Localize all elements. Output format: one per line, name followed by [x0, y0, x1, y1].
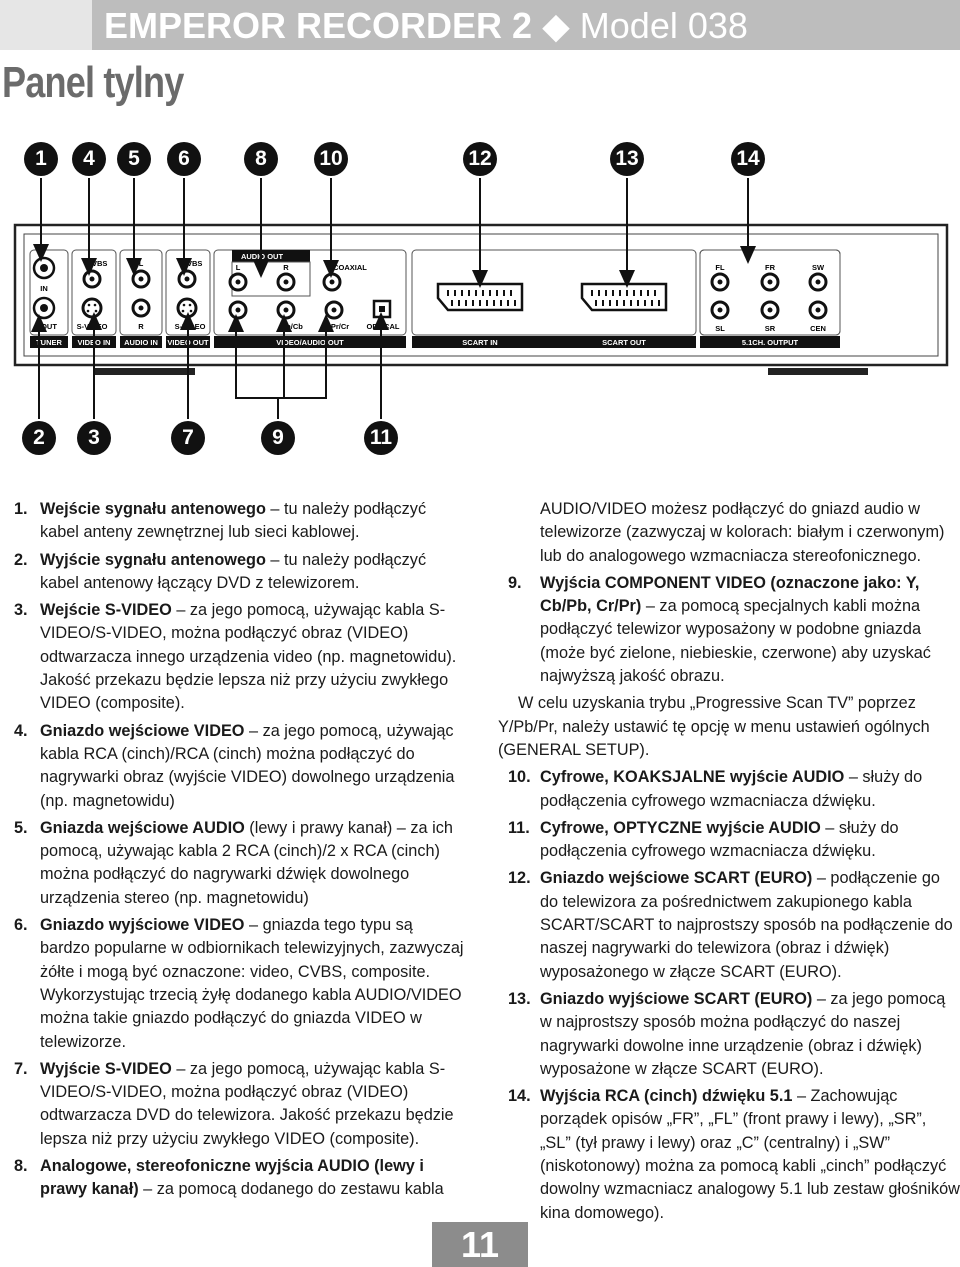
item-8-continuation: AUDIO/VIDEO możesz podłączyć do gniazd audio w telewizorze (zazwyczaj w kolorach: białym i czerwonym) lub do analogowego wzmacniacza stereofonicznego. [540, 500, 945, 565]
callout-11: 11 [364, 421, 398, 455]
item-number: 9. [508, 573, 522, 592]
callout-4: 4 [72, 142, 106, 176]
callout-1: 1 [24, 142, 58, 176]
label-video-out: VIDEO OUT [167, 338, 209, 347]
item-number: 5. [14, 818, 28, 837]
label-y: Y [235, 322, 241, 331]
model-name: Model 038 [579, 5, 748, 46]
label-audio-in-l: L [138, 259, 144, 268]
label-audio-in: AUDIO IN [124, 338, 158, 347]
item-number: 3. [14, 601, 28, 620]
item-text: – za jego pomocą, używając kabla S-VIDEO/S-VIDEO, można podłączyć obraz (VIDEO) odtwarzacza innego urządzenia video (np. magnetowidu). Jakość przekazu będzie lepsza niż przy użyciu zwykłego VIDEO (composite). [40, 601, 457, 713]
label-video-in: VIDEO IN [77, 338, 111, 347]
label-fr: FR [765, 263, 775, 272]
foot-left [95, 368, 195, 375]
description-item-7 [14, 1058, 464, 1151]
callout-3: 3 [77, 421, 111, 455]
description-item-9 [498, 572, 960, 688]
description-item-2 [14, 549, 464, 596]
label-optical: OPTICAL [366, 322, 400, 331]
label-video-in-cvbs: CVBS [86, 259, 108, 268]
description-item-4 [14, 720, 464, 813]
label-audio-out: AUDIO OUT [240, 252, 284, 261]
item-heading: Wejście sygnału antenowego [40, 500, 266, 518]
item-text: – za jego pomocą, używając kabla RCA (cinch)/RCA (cinch) można podłączyć do nagrywarki obraz (wyjście VIDEO) dowolnego urządzenia (np. magnetowidu) [40, 721, 455, 810]
callout-9: 9 [261, 421, 295, 455]
item-number: 7. [14, 1059, 28, 1078]
description-item-6 [14, 914, 464, 1054]
item-text: – za jego pomocą w najprostszy sposób można podłączyć do naszej nagrywarki dowolne inne urządzenie (obraz i dźwięk) wyposażone w złącze SCART (EURO). [540, 989, 946, 1078]
item-heading: Cyfrowe, KOAKSJALNE wyjście AUDIO [540, 768, 845, 787]
item-heading: Cyfrowe, OPTYCZNE wyjście AUDIO [540, 818, 821, 837]
label-svideo-out: S-VIDEO [174, 322, 206, 331]
label-bar-scart [412, 336, 696, 348]
label-tuner-out: OUT [41, 322, 57, 331]
item-number: 4. [14, 721, 28, 740]
callout-8: 8 [244, 142, 278, 176]
right-column [498, 498, 960, 1229]
callout-6: 6 [167, 142, 201, 176]
item-number: 1. [14, 500, 28, 518]
item-text: – tu należy podłączyć kabel anteny zewnętrznej lub sieci kablowej. [40, 500, 427, 542]
item-number: 14. [508, 1087, 531, 1106]
item-text: – gniazda tego typu są bardzo popularne w odbiornikach telewizyjnych, zazwyczaj żółte i mogą być oznaczone: video, CVBS, composite. Wykorzystując trzecią żyłę dodanego kabla AUDIO/VIDEO można takie gniazdo podłączyć do gniazda VIDEO w telewizorze. [40, 916, 464, 1051]
item-heading: Wyjście sygnału antenowego [40, 550, 266, 569]
item-number: 6. [14, 916, 28, 935]
callout-13: 13 [610, 142, 644, 176]
label-pb: Pb/Cb [281, 322, 303, 331]
label-tuner: TUNER [36, 338, 62, 347]
description-item-14 [498, 1085, 960, 1225]
item-number: 11. [508, 818, 530, 837]
item-heading: Analogowe, stereofoniczne wyjścia AUDIO (lewy i prawy kanał) [40, 1157, 424, 1199]
label-video-out-cvbs: CVBS [181, 259, 203, 268]
foot-right [768, 368, 868, 375]
item-number: 8. [14, 1157, 28, 1176]
label-coaxial: COAXIAL [333, 263, 367, 272]
section-title: Panel tylny [2, 58, 184, 107]
item-heading: Gniazdo wejściowe SCART (EURO) [540, 869, 813, 888]
item-number: 13. [508, 989, 531, 1008]
label-svideo-in: S-VIDEO [76, 322, 108, 331]
item-heading: Wejście S-VIDEO [40, 601, 172, 620]
item-text: – podłączenie go do telewizora za pośrednictwem zakupionego kabla SCART/SCART to najprostszy sposób na podłączenie do naszej nagrywarki do telewizora (obraz i dźwięk) wyposażonego w złącze SCART (EURO). [540, 869, 953, 981]
item-heading: Gniazda wejściowe AUDIO [40, 818, 245, 837]
scart-in-connector [438, 284, 522, 310]
label-fl: FL [715, 263, 725, 272]
brand-name: EMPEROR RECORDER 2 [104, 5, 533, 46]
description-item-5 [14, 817, 464, 910]
label-scart-out: SCART OUT [602, 338, 646, 347]
item-text: – za pomocą dodanego do zestawu kabla [138, 1180, 444, 1199]
description-item-13 [498, 988, 960, 1081]
label-sw: SW [811, 263, 825, 272]
item-heading: Gniazdo wejściowe VIDEO [40, 721, 245, 740]
item-text: (lewy i prawy kanał) – za ich pomocą, używając kabla 2 RCA (cinch)/2 x RCA (cinch) można podłączyć do nagrywarki dźwięk dowolnego urządzenia stereo (np. magnetowidu) [40, 818, 453, 907]
label-audio-out-l: L [235, 263, 241, 272]
svideo-in-jack [83, 299, 101, 317]
label-pr: Pr/Cr [330, 322, 350, 331]
callout-10: 10 [314, 142, 348, 176]
item-text: – służy do podłączenia cyfrowego wzmacniacza dźwięku. [540, 768, 923, 810]
label-sr: SR [764, 324, 776, 333]
description-item-1 [14, 498, 464, 545]
label-scart-in: SCART IN [462, 338, 498, 347]
label-av-out: VIDEO/AUDIO OUT [276, 338, 344, 347]
header-separator: ◆ [542, 5, 570, 46]
label-surround: 5.1CH. OUTPUT [741, 338, 799, 347]
description-item-11 [498, 817, 960, 864]
item-heading: Wyjścia RCA (cinch) dźwięku 5.1 [540, 1087, 793, 1106]
description-item-12 [498, 867, 960, 983]
rear-panel-diagram [0, 0, 960, 480]
item-number: 2. [14, 550, 28, 569]
svideo-out-jack [178, 299, 196, 317]
item-text: – służy do podłączenia cyfrowego wzmacniacza dźwięku. [540, 818, 899, 861]
item-heading: Gniazdo wyjściowe VIDEO [40, 916, 245, 935]
label-tuner-in: IN [40, 284, 48, 293]
callout-14: 14 [731, 142, 765, 176]
item-heading: Wyjście S-VIDEO [40, 1059, 172, 1078]
item-text: – Zachowując porządek opisów „FR”, „FL” (front prawy i lewy), „SR”, „SL” (tył prawy i lewy) oraz „C” (centralny) i „SW” (niskotonowy) można za pomocą kabli „cinch” podłączyć dowolny wzmacniacz analogowy 5.1 lub zestaw głośników kina domowego). [540, 1087, 960, 1222]
scart-out-connector [582, 284, 666, 310]
item-text: – za pomocą specjalnych kabli można podłączyć telewizor wyposażony w podobne gniazda (może być zielone, niebieskie, czerwone) aby uzyskać najwyższą jakość obrazu. [540, 597, 931, 686]
item-text: – tu należy podłączyć kabel antenowy łączący DVD z telewizorem. [40, 550, 427, 592]
callout-2: 2 [22, 421, 56, 455]
item-number: 12. [508, 869, 531, 888]
progressive-scan-note: W celu uzyskania trybu „Progressive Scan TV” poprzez Y/Pb/Pr, należy ustawić tę opcję w menu ustawień ogólnych (GENERAL SETUP). [498, 694, 930, 759]
callout-12: 12 [463, 142, 497, 176]
callout-7: 7 [171, 421, 205, 455]
description-item-10 [498, 766, 960, 813]
label-cen: CEN [810, 324, 826, 333]
description-item-3 [14, 599, 464, 715]
item-text: – za jego pomocą, używając kabla S-VIDEO/S-VIDEO, można podłączyć obraz (VIDEO) odtwarzacza DVD do telewizora. Jakość przekazu będzie lepsza niż przy użyciu zwykłego VIDEO (composite). [40, 1059, 454, 1148]
item-number: 10. [508, 768, 531, 787]
page-number: 11 [432, 1222, 528, 1267]
label-audio-in-r: R [138, 322, 144, 331]
label-sl: SL [715, 324, 725, 333]
item-heading: Wyjścia COMPONENT VIDEO (oznaczone jako: Y, Cb/Pb, Cr/Pr) [540, 573, 920, 616]
label-audio-out-r: R [283, 263, 289, 272]
description-item-8 [14, 1155, 464, 1202]
item-heading: Gniazdo wyjściowe SCART (EURO) [540, 989, 813, 1008]
callout-5: 5 [117, 142, 151, 176]
left-column [14, 498, 464, 1206]
